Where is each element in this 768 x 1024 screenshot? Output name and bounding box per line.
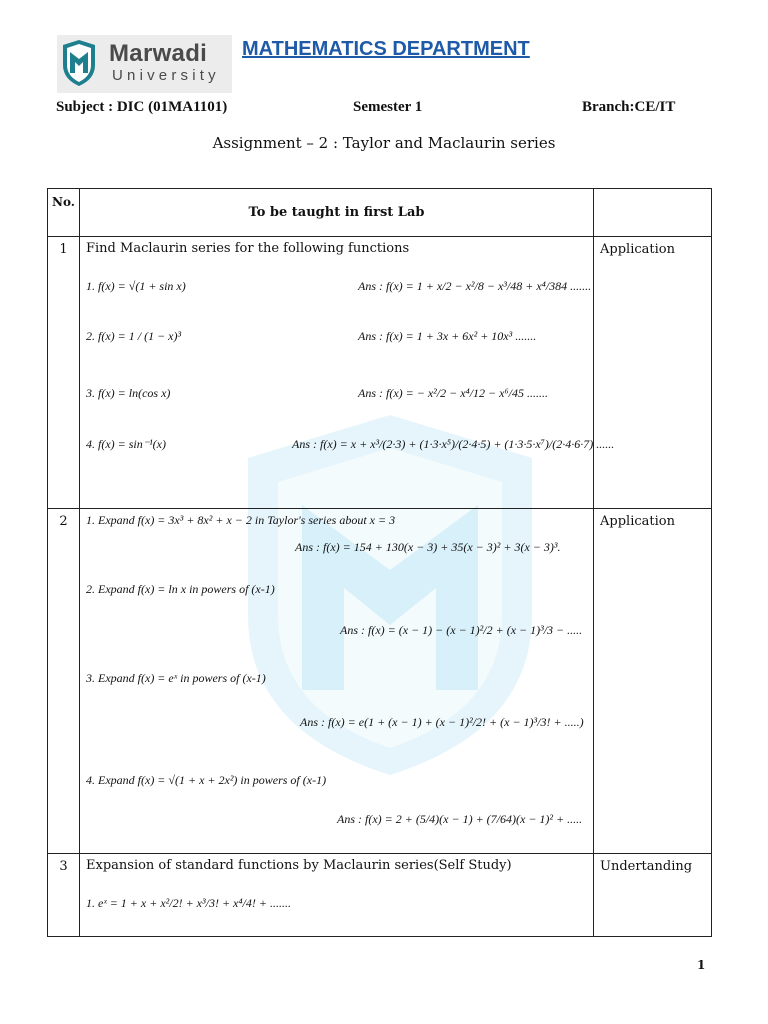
semester-label: Semester 1 <box>353 99 423 115</box>
answer: Ans : f(x) = 1 + x/2 − x²/8 − x³/48 + x⁴/384 ....... <box>358 279 592 293</box>
shield-logo-icon <box>61 39 97 87</box>
question: 1. f(x) = √(1 + sin x) <box>86 279 186 293</box>
answer: Ans : f(x) = 154 + 130(x − 3) + 35(x − 3)² + 3(x − 3)³. <box>295 540 561 554</box>
question: 2. Expand f(x) = ln x in powers of (x-1) <box>86 582 275 596</box>
assignment-table <box>47 188 712 937</box>
table-row <box>48 237 712 509</box>
row-content <box>80 509 594 854</box>
question: 3. Expand f(x) = eˣ in powers of (x-1) <box>86 671 266 685</box>
logo-subtitle: University <box>112 67 220 84</box>
row-content <box>80 237 615 509</box>
subject-label: Subject : DIC (01MA1101) <box>56 99 228 115</box>
row-type: Application <box>594 237 712 509</box>
row-type: Application <box>594 509 712 854</box>
row-number: 1 <box>48 237 80 509</box>
row-intro: Find Maclaurin series for the following functions <box>86 241 410 256</box>
header-no: No. <box>52 195 75 209</box>
row-type: Undertanding <box>594 854 712 937</box>
answer: Ans : f(x) = (x − 1) − (x − 1)²/2 + (x − 1)³/3 − ..... <box>340 623 583 637</box>
header-title: To be taught in first Lab <box>248 205 425 220</box>
row-intro: Expansion of standard functions by Maclaurin series(Self Study) <box>86 858 512 873</box>
answer: Ans : f(x) = 2 + (5/4)(x − 1) + (7/64)(x − 1)² + ..... <box>337 812 583 826</box>
branch-label: Branch:CE/IT <box>582 99 676 115</box>
answer: Ans : f(x) = e(1 + (x − 1) + (x − 1)²/2! + (x − 1)³/3! + .....) <box>300 715 584 729</box>
question: 4. Expand f(x) = √(1 + x + 2x²) in powers of (x-1) <box>86 773 327 787</box>
question: 2. f(x) = 1 / (1 − x)³ <box>86 329 182 343</box>
answer: Ans : f(x) = − x²/2 − x⁴/12 − x⁶/45 ....... <box>358 386 548 400</box>
answer: Ans : f(x) = 1 + 3x + 6x² + 10x³ ....... <box>358 329 537 343</box>
answer: Ans : f(x) = x + x³/(2·3) + (1·3·x⁵)/(2·4·5) + (1·3·5·x⁷)/(2·4·6·7) ...... <box>292 437 615 451</box>
table-row <box>48 509 712 854</box>
question: 3. f(x) = ln(cos x) <box>86 386 171 400</box>
row-content <box>80 854 594 937</box>
page-number: 1 <box>697 958 706 972</box>
logo-name: Marwadi <box>109 40 208 67</box>
department-title: MATHEMATICS DEPARTMENT <box>242 38 530 60</box>
table-header-row <box>48 189 712 237</box>
question: 1. eˣ = 1 + x + x²/2! + x³/3! + x⁴/4! + ....... <box>86 896 291 910</box>
table-row <box>48 854 712 937</box>
question: 1. Expand f(x) = 3x³ + 8x² + x − 2 in Taylor's series about x = 3 <box>86 513 396 527</box>
row-number: 2 <box>48 509 80 854</box>
row-number: 3 <box>48 854 80 937</box>
header-type <box>594 189 712 237</box>
question: 4. f(x) = sin⁻¹(x) <box>86 437 167 451</box>
assignment-title: Assignment – 2 : Taylor and Maclaurin series <box>212 134 556 152</box>
university-logo <box>57 35 232 93</box>
